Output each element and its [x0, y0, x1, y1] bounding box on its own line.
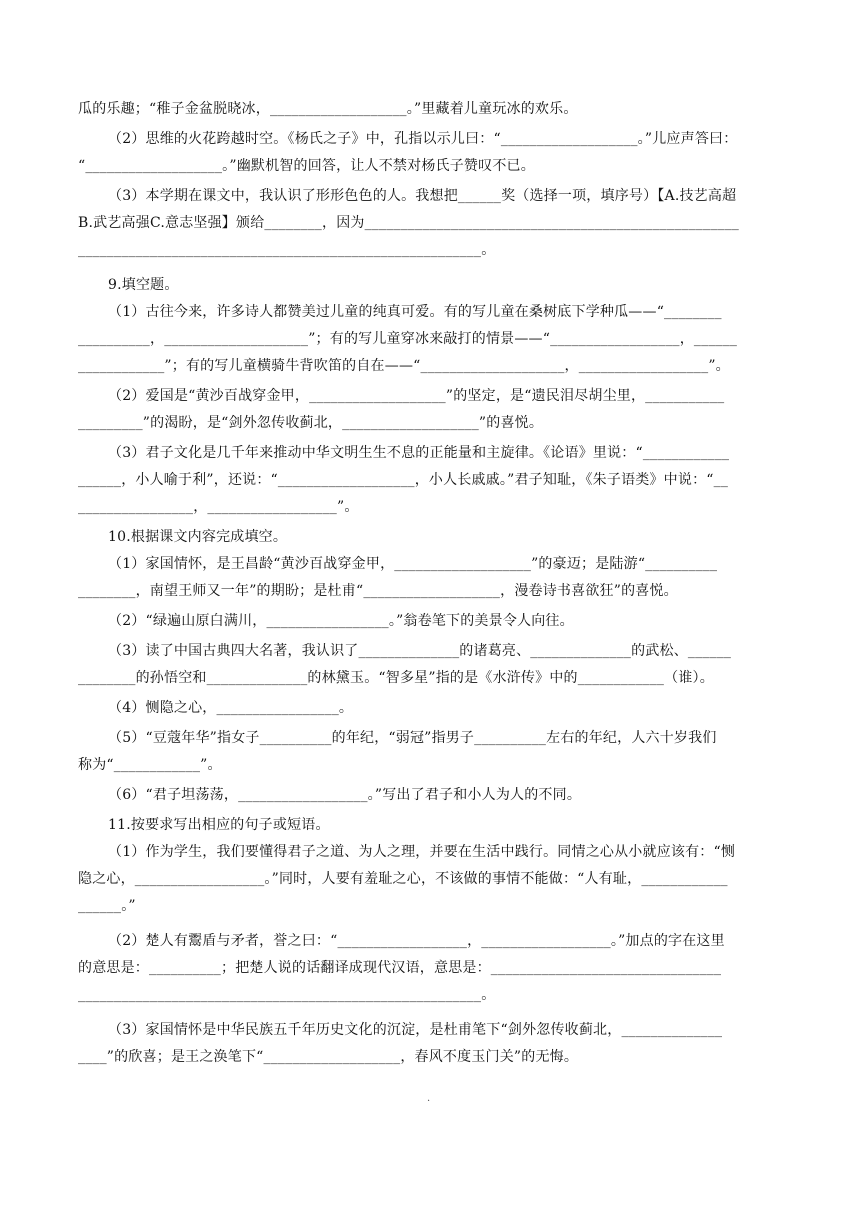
text-line: ________________，__________________”。 [78, 499, 359, 515]
text-line: B.武艺高强C.意志坚强】颁给________，因为____________________________________________________ [78, 215, 740, 231]
text-line: __________，____________________”；有的写儿童穿冰来敲打的情景——“__________________，______ [78, 331, 738, 347]
text-line: （3）本学期在课文中，我认识了形形色色的人。我想把______奖（选择一项，填序号）【A.技艺高超 [108, 188, 737, 204]
question-heading: 9.填空题。 [108, 277, 179, 293]
text-line: （1）家国情怀，是王昌龄“黄沙百战穿金甲，___________________”的豪迈；是陆游“__________ [108, 556, 718, 572]
text-line: 瓜的乐趣；“稚子金盆脱晓冰，___________________。”里藏着儿童玩冰的欢乐。 [78, 101, 578, 117]
question-heading: 10.根据课文内容完成填空。 [108, 529, 288, 545]
text-line: （6）“君子坦荡荡，__________________。”写出了君子和小人为人的不同。 [108, 787, 582, 803]
text-line: ____________”；有的写儿童横骑牛背吹笛的自在——“____________________，__________________”。 [78, 358, 730, 374]
text-line: ________，南望王师又一年”的期盼；是杜甫“___________________，漫卷诗书喜欲狂”的喜悦。 [78, 583, 678, 599]
text-line: （1）作为学生，我们要懂得君子之道、为人之理，并要在生活中践行。同情之心从小就应该有：“恻 [108, 844, 736, 860]
text-line: 隐之心，__________________。”同时，人要有羞耻之心，不该做的事情不能做：“人有耻，____________ [78, 871, 728, 887]
text-line: （1）古往今来，许多诗人都赞美过儿童的纯真可爱。有的写儿童在桑树底下学种瓜——“________ [108, 304, 722, 320]
emphasis-dot: · [427, 1096, 431, 1107]
text-line: （2）楚人有鬻盾与矛者，誉之曰：“__________________，__________________。”加点的字在这里 [108, 933, 725, 949]
document-page [78, 96, 778, 1071]
text-line: ______，小人喻于利”，还说：“___________________，小人长戚戚。”君子知耻，《朱子语类》中说：“__ [78, 472, 729, 488]
text-line: “___________________。”幽默机智的回答，让人不禁对杨氏子赞叹不已。 [78, 158, 535, 174]
text-line: ________________________________________________________。 [78, 987, 496, 1003]
text-line: （3）君子文化是几千年来推动中华文明生生不息的正能量和主旋律。《论语》里说：“____________ [108, 445, 730, 461]
text-line: （3）家国情怀是中华民族五千年历史文化的沉淀，是杜甫笔下“剑外忽传收蓟北，______________ [108, 1022, 723, 1038]
text-line: ________的孙悟空和______________的林黛玉。“智多星”指的是《水浒传》中的____________（谁）。 [78, 670, 714, 686]
text-line: （2）思维的火花跨越时空。《杨氏之子》中，孔指以示儿曰：“___________________。”儿应声答曰： [108, 131, 738, 147]
text-line: ____”的欣喜；是王之涣笔下“___________________，春风不度玉门关”的无悔。 [78, 1049, 579, 1065]
text-line: （5）“豆蔻年华”指女子__________的年纪，“弱冠”指男子__________左右的年纪，人六十岁我们 [108, 730, 717, 746]
text-line: ______。” [78, 898, 136, 914]
text-line: （4）恻隐之心，_________________。 [108, 700, 354, 716]
text-line: 称为“____________”。 [78, 757, 222, 773]
question-heading: 11.按要求写出相应的句子或短语。 [108, 817, 330, 833]
text-line: （2）爱国是“黄沙百战穿金甲，___________________”的坚定，是“遗民泪尽胡尘里，___________ [108, 388, 725, 404]
text-line: （3）读了中国古典四大名著，我认识了______________的诸葛亮、______________的武松、______ [108, 643, 732, 659]
text-line: _________”的渴盼，是“剑外忽传收蓟北，___________________”的喜悦。 [78, 415, 544, 431]
text-line: （2）“绿遍山原白满川，_________________。”翁卷笔下的美景令人向往。 [108, 613, 574, 629]
text-line: 的意思是：__________；把楚人说的话翻译成现代汉语，意思是：________________________________ [78, 960, 722, 976]
text-line: ________________________________________________________。 [78, 242, 496, 258]
